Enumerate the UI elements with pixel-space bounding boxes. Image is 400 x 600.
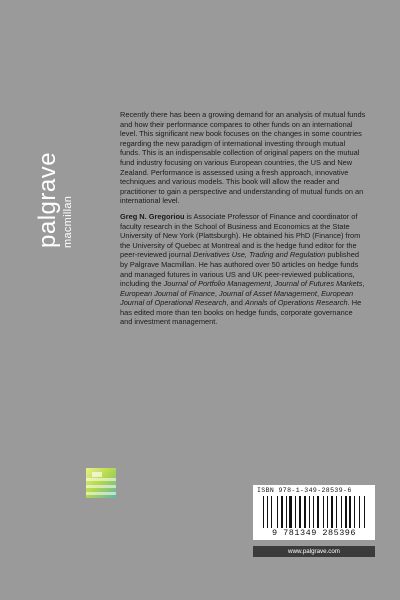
publisher-imprint: macmillan	[62, 195, 74, 248]
barcode-bar	[295, 496, 296, 528]
barcode-digits: 9 781349 285396	[271, 528, 356, 538]
barcode-bar	[289, 496, 292, 528]
journal-title: Journal of Asset Management	[219, 288, 317, 298]
barcode-bar	[336, 496, 337, 528]
barcode-bar	[331, 496, 333, 528]
barcode-bar	[317, 496, 319, 528]
publisher-website[interactable]: www.palgrave.com	[253, 546, 375, 557]
barcode-bar	[309, 496, 310, 528]
barcode-bar	[286, 496, 287, 528]
barcode-bar	[304, 496, 307, 528]
journal-title: European Journal of Finance	[120, 288, 215, 298]
bio-text: ,	[270, 279, 275, 289]
journal-title: Annals of Operations Research	[244, 298, 348, 308]
bio-text: published by Palgrave Macmillan. He has authored over 50 articles on hedge funds and managed futures in various US and UK peer-reviewed publications, including the	[120, 250, 359, 289]
bio-text: , and	[226, 298, 245, 308]
journal-title: Journal of Portfolio Management	[163, 279, 271, 289]
barcode-bar	[323, 496, 324, 528]
barcode-bar	[281, 496, 283, 528]
publisher-logo	[34, 116, 86, 246]
series-logo-icon	[86, 468, 116, 498]
journal-title: European Journal of Operational Research	[120, 288, 354, 308]
bio-text: . He has edited more than ten books on hedge funds, corporate governance and investment management.	[120, 298, 362, 327]
barcode-bar	[359, 496, 360, 528]
barcode-bar	[299, 496, 301, 528]
journal-title: Journal of Futures Markets	[274, 279, 363, 289]
journal-title: Derivatives Use, Trading and Regulation	[193, 250, 326, 260]
barcode-bar	[345, 496, 347, 528]
barcode-bar	[341, 496, 342, 528]
bio-text: ,	[214, 288, 220, 298]
isbn-label: ISBN 978-1-349-28539-6	[257, 487, 352, 494]
barcode-bars	[263, 496, 369, 528]
author-name: Greg N. Gregoriou	[120, 211, 185, 221]
barcode-bar	[271, 496, 272, 528]
barcode-bar	[327, 496, 328, 528]
barcode-bar	[354, 496, 355, 528]
book-description: Recently there has been a growing demand for an analysis of mutual funds and how their performance compares to other funds on an international level. This significant new book focuses on the changes in some countries regarding the new paradigm of international investing through mutual funds. This is an indispensable collection of original papers on the mutual fund industry focusing on various European countries, the US and New Zealand. Performance is assessed using a fresh approach, innovative techniques and various models. This book will allow the reader and practitioner to gain a perspective and understanding of mutual funds on an international level.	[120, 110, 366, 206]
barcode	[253, 485, 375, 540]
publisher-name: palgrave	[34, 151, 61, 248]
bio-text: ,	[362, 279, 365, 289]
barcode-bar	[277, 496, 278, 528]
back-cover-text	[120, 110, 366, 333]
barcode-bar	[364, 496, 365, 528]
barcode-bar	[349, 496, 351, 528]
author-bio	[120, 212, 366, 327]
bio-text: is Associate Professor of Finance and coordinator of faculty research in the School of Business and Economics at the State University of New York (Plattsburgh). He obtained his PhD (Finance) from the University of Quebec at Montreal and is the hedge fund editor for the peer-reviewed journal	[120, 211, 361, 260]
barcode-bar	[263, 496, 264, 528]
barcode-bar	[313, 496, 314, 528]
barcode-bar	[267, 496, 269, 528]
bio-text: ,	[316, 288, 322, 298]
